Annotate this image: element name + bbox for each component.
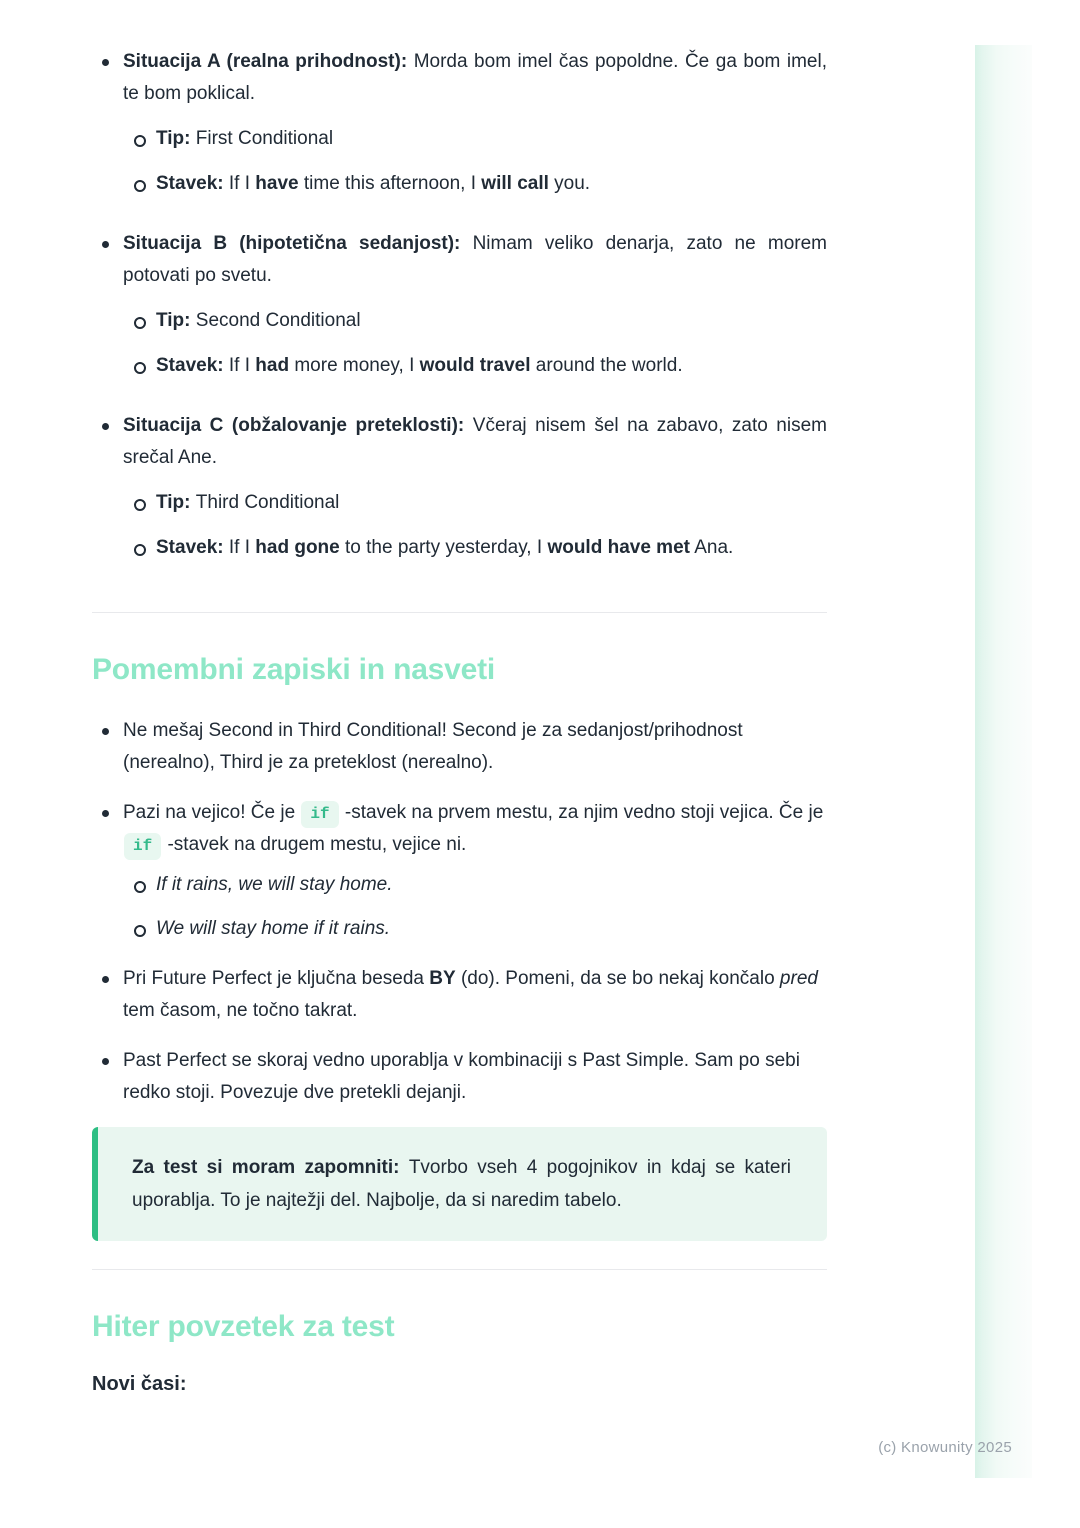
situation-a-text: Situacija A (realna prihodnost): Morda bom imel čas popoldne. Če ga bom imel, te bom poklical. xyxy=(123,51,827,104)
stavek-text: Stavek: If I had more money, I would travel around the world. xyxy=(156,355,683,376)
list-item-tip xyxy=(123,123,827,155)
list-item-stavek xyxy=(123,350,827,382)
section-divider xyxy=(92,1269,827,1270)
section-divider xyxy=(92,612,827,613)
example-text: If it rains, we will stay home. xyxy=(156,874,393,895)
inline-code-chip: if xyxy=(301,801,338,828)
list-item-note xyxy=(92,715,827,779)
list-item-tip xyxy=(123,305,827,337)
list-item-example xyxy=(123,913,827,945)
situation-a-sublist xyxy=(123,123,827,200)
callout-box xyxy=(92,1127,827,1241)
list-item-note xyxy=(92,1045,827,1109)
inline-code-chip: if xyxy=(124,833,161,860)
list-item-note xyxy=(92,797,827,945)
list-item-situation-b xyxy=(92,228,827,382)
list-item-tip xyxy=(123,487,827,519)
tip-text: Tip: Second Conditional xyxy=(156,310,361,331)
situation-c-text: Situacija C (obžalovanje preteklosti): Včeraj nisem šel na zabavo, zato nisem srečal Ane. xyxy=(123,415,827,468)
note-text: Ne mešaj Second in Third Conditional! Second je za sedanjost/prihodnost (nerealno), Third je za preteklost (nerealno). xyxy=(123,720,743,773)
page-content xyxy=(92,0,827,1400)
callout-text: Za test si moram zapomniti: Tvorbo vseh 4 pogojnikov in kdaj se kateri uporablja. To je najtežji del. Najbolje, da si naredim tabelo. xyxy=(132,1157,792,1211)
list-item-situation-c xyxy=(92,410,827,564)
stavek-text: Stavek: If I had gone to the party yesterday, I would have met Ana. xyxy=(156,537,734,558)
situation-b-text: Situacija B (hipotetična sedanjost): Nimam veliko denarja, zato ne morem potovati po svetu. xyxy=(123,233,827,286)
tip-text: Tip: Third Conditional xyxy=(156,492,340,513)
note-examples-list xyxy=(123,869,827,945)
situation-b-sublist xyxy=(123,305,827,382)
list-item-situation-a xyxy=(92,46,827,200)
note-text: Pazi na vejico! Če je if -stavek na prvem mestu, za njim vedno stoji vejica. Če je if -stavek na drugem mestu, vejice ni. xyxy=(123,797,827,861)
notes-list xyxy=(92,715,827,1109)
tip-text: Tip: First Conditional xyxy=(156,128,334,149)
summary-heading: Hiter povzetek za test xyxy=(92,1310,395,1343)
example-text: We will stay home if it rains. xyxy=(156,918,391,939)
summary-label: Novi časi: xyxy=(92,1373,187,1395)
page-edge-gradient xyxy=(975,45,1032,1478)
list-item-stavek xyxy=(123,168,827,200)
situations-list xyxy=(92,46,827,564)
list-item-stavek xyxy=(123,532,827,564)
situation-c-sublist xyxy=(123,487,827,564)
list-item-note xyxy=(92,963,827,1027)
stavek-text: Stavek: If I have time this afternoon, I will call you. xyxy=(156,173,591,194)
list-item-example xyxy=(123,869,827,901)
copyright-notice: (c) Knowunity 2025 xyxy=(878,1439,1012,1456)
note-text: Pri Future Perfect je ključna beseda BY (do). Pomeni, da se bo nekaj končalo pred tem časom, ne točno takrat. xyxy=(123,968,818,1021)
notes-heading: Pomembni zapiski in nasveti xyxy=(92,653,496,686)
note-text: Past Perfect se skoraj vedno uporablja v kombinaciji s Past Simple. Sam po sebi redko stoji. Povezuje dve pretekli dejanji. xyxy=(123,1050,800,1103)
